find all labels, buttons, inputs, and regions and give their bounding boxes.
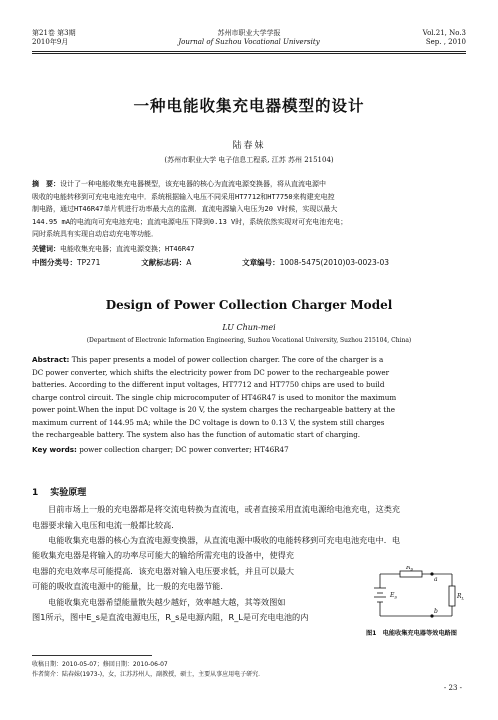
- abstract-en-line-1: DC power converter, which shifts the electricity power from DC power to the rechargeable power: [32, 367, 390, 377]
- abstract-en-line-2: batteries. According to the different input voltages, HT7712 and HT7750 chips are used to build: [32, 380, 385, 389]
- affiliation-en: (Department of Electronic Information Engineering, Suzhou Vocational University, Suzhou 215104, China): [86, 337, 412, 344]
- journal-name-cn: 苏州市职业大学学报: [217, 29, 281, 37]
- body-line-6: 电能收集充电器希望能量散失越少越好，效率越大越，其等效图如: [48, 596, 286, 607]
- volume-date: Sep. , 2010: [425, 38, 466, 46]
- body-line-2: 电能收集充电器的核心为直流电源变换器，从直流电源中吸收的电能转移到可充电电池充电中．电: [48, 535, 401, 545]
- figure-caption: 图1 电能收集充电器等效电路图: [366, 630, 457, 637]
- body-para-2: [32, 548, 362, 626]
- abstract-en-line-5: maximum current of 144.95 mA; while the DC voltage is down to 0.13 V, the system still charges: [32, 417, 385, 427]
- author-en: LU Chun-mei: [222, 323, 276, 332]
- label-rs: $R_S$: [406, 566, 414, 572]
- issue-date: 2010年9月: [32, 38, 69, 46]
- footnotes: [32, 660, 264, 680]
- abstract-cn-line-0: 摘 要：设计了一种电能收集充电器模型，该充电器的核心为直流电源变换器，将从直流电源中: [32, 180, 326, 188]
- keywords-en-label: Key words:: [32, 445, 77, 454]
- paper-title-en: Design of Power Collection Charger Model: [105, 298, 393, 312]
- article-number-label: 文章编号：: [242, 258, 280, 267]
- clc-value: TP271: [77, 258, 101, 267]
- abstract-en: [32, 354, 466, 442]
- abstract-en-line-3: charge control circuit. The single chip microcomputer of HT46R47 is used to monitor the maximum: [32, 392, 397, 402]
- label-b: b: [434, 608, 438, 615]
- circuit-figure: [366, 566, 466, 624]
- clc-label: 中图分类号：: [32, 258, 77, 267]
- journal-volume: [423, 29, 466, 47]
- keywords-en: [32, 444, 466, 457]
- abstract-cn-line-1: 吸收的电能转移到可充电电池充电中．系统根据输入电压不同采用HT7712和HT7750来构建充电控: [32, 192, 335, 201]
- classification-line: [32, 257, 466, 268]
- section-title: 实验原理: [50, 488, 87, 498]
- volume-number: Vol.21, No.3: [422, 29, 466, 37]
- footnote-received: 收稿日期：2010-05-07；修回日期：2010-06-07: [32, 661, 168, 668]
- doc-code-value: A: [186, 258, 192, 267]
- abstract-cn-line-3: 144.95 mA的电流向可充电池充电；直流电源电压下降到0.13 V时，系统依然实现对可充电池充电；: [32, 217, 348, 226]
- paper-title-cn: 一种电能收集充电器模型的设计: [133, 97, 365, 115]
- journal-name-en: Journal of Suzhou Vocational University: [178, 38, 320, 46]
- article-number-value: 1008-5475(2010)03-0023-03: [279, 258, 390, 267]
- keywords-cn-text: 电能收集充电器；直流电源变换；HT46R47: [60, 245, 195, 253]
- body-line-4: 电器的充电效率尽可能提高．该充电器对输入电压要求低，并且可以最大: [32, 565, 295, 576]
- issue-volume: 第21卷 第3期: [32, 29, 76, 37]
- abstract-cn-line-2: 制电路，通过HT46R47单片机进行功率最大点的监测．直流电源输入电压为20 V时候，实现以最大: [32, 205, 338, 213]
- circuit-diagram: [366, 566, 466, 624]
- label-rl: $R_L$: [457, 593, 465, 601]
- abstract-en-line-0: Abstract: This paper presents a model of power collection charger. The core of the charger is a: [32, 355, 384, 364]
- keywords-en-text: power collection charger; DC power converter; HT46R47: [79, 445, 289, 454]
- doc-code-label: 文献标志码：: [141, 258, 187, 267]
- abstract-cn-line-4: 同时系统具有实现自动启动充电等功能．: [32, 230, 158, 238]
- footnote-author-bio: 作者简介：陆春妹(1973-)，女，江苏苏州人，副教授，硕士，主要从事应用电子研究．: [32, 671, 265, 678]
- affiliation-cn: (苏州市职业大学 电子信息工程系, 江苏 苏州 215104): [164, 156, 334, 164]
- resistor-rs: [400, 571, 422, 577]
- abstract-en-label: Abstract:: [32, 355, 70, 364]
- header-rule: [32, 51, 466, 52]
- abstract-cn-label: 摘 要：: [32, 180, 60, 188]
- body-line-7: 图1所示，图中E_s是直流电源电压，R_s是电源内阻，R_L是可充电电池的内: [32, 612, 309, 622]
- body-para-1: [32, 502, 466, 549]
- label-a: a: [434, 576, 438, 583]
- abstract-en-line-4: power point.When the input DC voltage is 20 V, the system charges the rechargeable battery at the: [32, 405, 395, 414]
- body-line-0: 目前市场上一般的充电器都是将交流电转换为直流电，或者直接采用直流电源给电池充电，这类充: [48, 504, 401, 514]
- section-number: 1: [32, 488, 39, 498]
- body-line-5: 可能的吸收直流电源中的能量，比一般的充电器节能．: [32, 581, 229, 591]
- abstract-cn: [32, 178, 466, 241]
- page-number: - 23 -: [443, 684, 462, 692]
- body-line-3: 能收集充电器是将输入的功率尽可能大的输给所需充电的设备中，使得充: [32, 550, 295, 560]
- author-cn: 陆春妹: [232, 141, 266, 151]
- abstract-en-line-6: the rechargeable battery. The system also has the function of automatic start of charging.: [32, 430, 361, 439]
- header-rule-thin: [32, 53, 466, 54]
- section-heading: [32, 485, 86, 498]
- body-line-1: 电器要求输入电压和电流一般都比较高．: [32, 519, 180, 530]
- footnote-rule: [32, 655, 152, 656]
- resistor-rl: [449, 586, 455, 606]
- label-es: $E_S$: [390, 592, 398, 600]
- keywords-cn: [32, 243, 466, 256]
- keywords-cn-label: 关键词：: [32, 245, 60, 253]
